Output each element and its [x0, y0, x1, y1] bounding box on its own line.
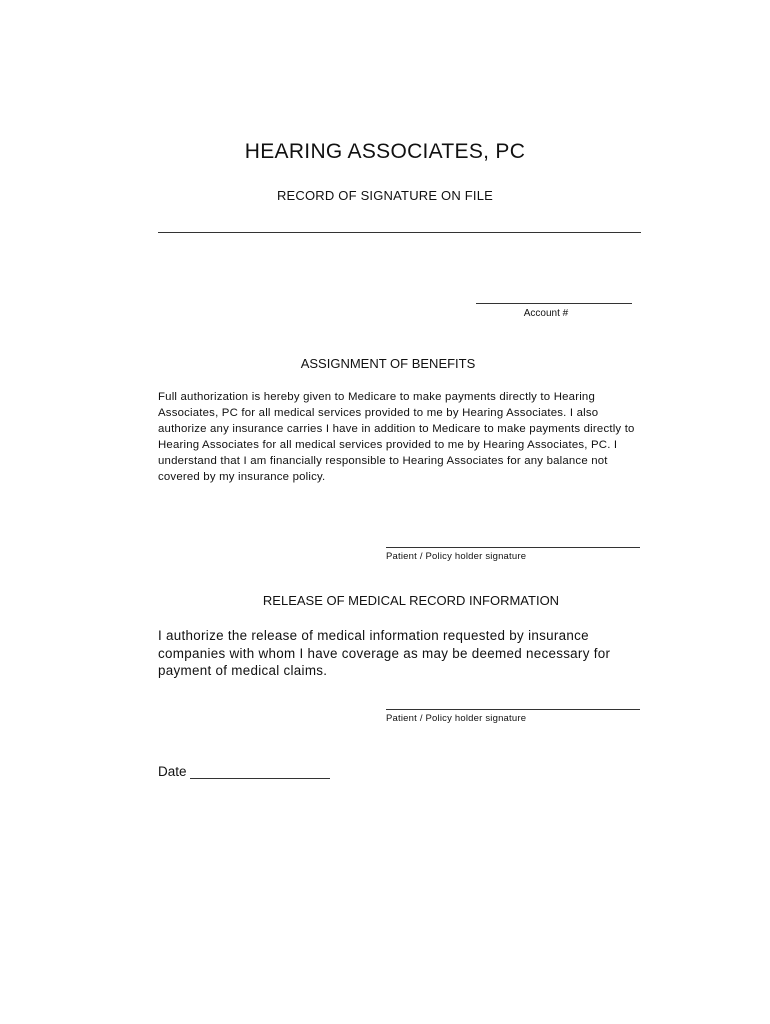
document-title: HEARING ASSOCIATES, PC [244, 140, 526, 163]
date-label: Date [158, 764, 187, 779]
assignment-body: Full authorization is hereby given to Medicare to make payments directly to Hearing Associates, PC for all medical services provided to me by Hearing Associates. I also authorize any insurance carries I have in addition to Medicare to make payments directly to Hearing Associates for all medical services provided to me by Hearing Associates, PC. I understand that I am financially responsible to Hearing Associates for any balance not covered by my insurance policy. [158, 391, 635, 483]
assignment-signature-label: Patient / Policy holder signature [386, 551, 527, 562]
account-line [476, 303, 632, 304]
release-signature-label: Patient / Policy holder signature [386, 713, 527, 724]
release-signature-line [386, 709, 640, 710]
release-body: I authorize the release of medical information requested by insurance companies with whom I have coverage as may be deemed necessary for payment of medical claims. [158, 628, 611, 678]
document-subtitle: RECORD OF SIGNATURE ON FILE [276, 188, 494, 203]
release-heading: RELEASE OF MEDICAL RECORD INFORMATION [262, 593, 560, 608]
date-line [190, 778, 330, 779]
assignment-signature-line [386, 547, 640, 548]
account-label: Account # [523, 308, 569, 319]
name-line [158, 232, 641, 233]
assignment-heading: ASSIGNMENT OF BENEFITS [300, 356, 476, 371]
